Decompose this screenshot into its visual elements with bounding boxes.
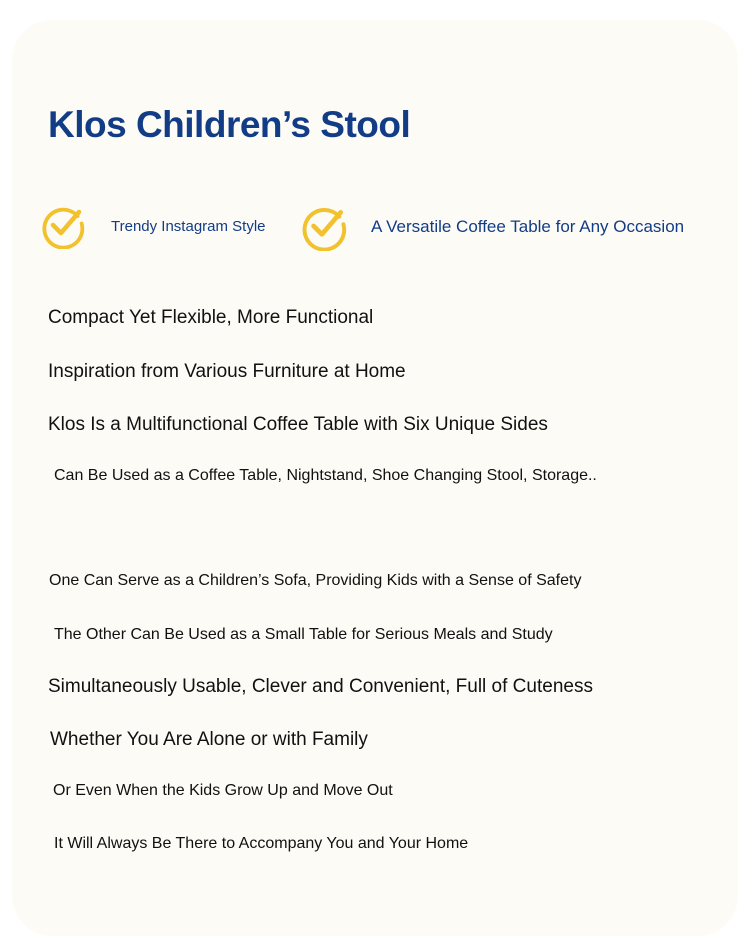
text-line: Simultaneously Usable, Clever and Convenient, Full of Cuteness (48, 676, 593, 697)
check-circle-icon (300, 203, 348, 251)
text-line: The Other Can Be Used as a Small Table for Serious Meals and Study (54, 626, 553, 643)
text-line: Can Be Used as a Coffee Table, Nightstand, Shoe Changing Stool, Storage.. (54, 467, 597, 484)
feature-label: A Versatile Coffee Table for Any Occasion (371, 217, 685, 236)
text-line: It Will Always Be There to Accompany You and Your Home (54, 835, 469, 852)
text-line: One Can Serve as a Children’s Sofa, Providing Kids with a Sense of Safety (49, 572, 582, 589)
text-line: Inspiration from Various Furniture at Home (48, 361, 406, 382)
check-circle-icon (40, 203, 86, 249)
text-line: Whether You Are Alone or with Family (50, 729, 368, 750)
feature-versatile-table (300, 203, 684, 251)
text-line: Klos Is a Multifunctional Coffee Table with Six Unique Sides (48, 414, 548, 435)
page-title: Klos Children’s Stool (48, 104, 411, 145)
feature-label: Trendy Instagram Style (111, 217, 266, 235)
text-line: Or Even When the Kids Grow Up and Move Out (53, 782, 393, 799)
text-line: Compact Yet Flexible, More Functional (48, 307, 374, 328)
feature-instagram-style (40, 203, 266, 249)
